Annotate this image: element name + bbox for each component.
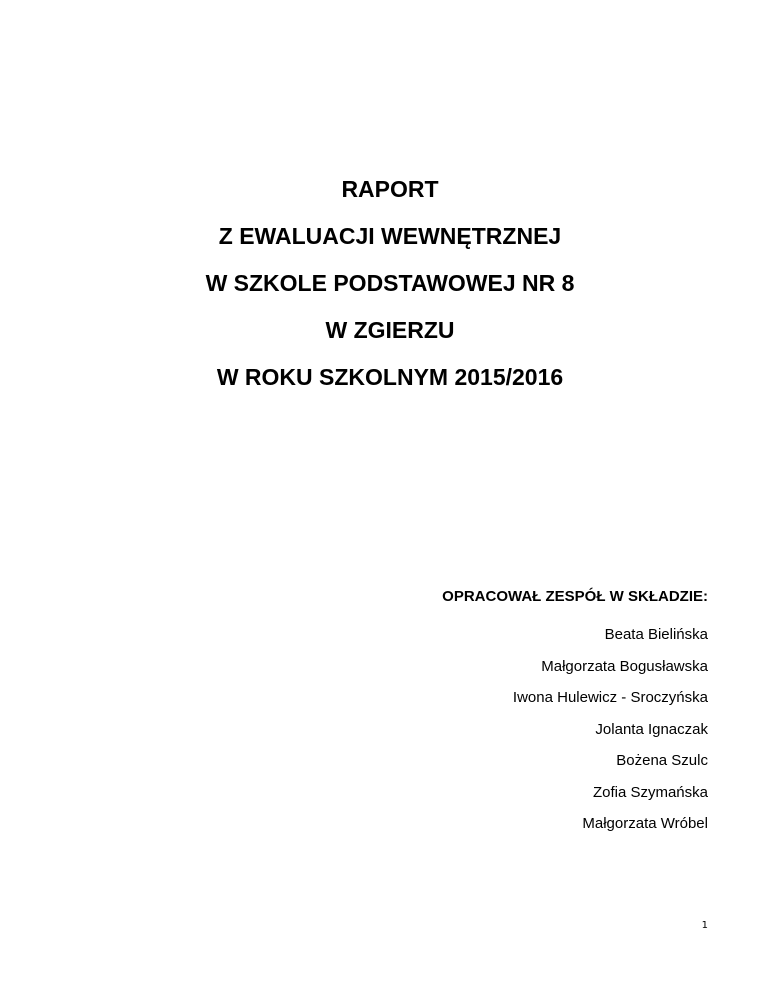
team-heading: OPRACOWAŁ ZESPÓŁ W SKŁADZIE: [442, 588, 708, 605]
team-member: Iwona Hulewicz - Sroczyńska [512, 689, 708, 706]
title-line: W ZGIERZU [325, 317, 455, 343]
title-line: W ROKU SZKOLNYM 2015/2016 [216, 364, 564, 390]
report-title [0, 166, 768, 401]
team-member: Jolanta Ignaczak [595, 720, 708, 738]
team-member: Bożena Szulc [616, 752, 708, 769]
title-line: Z EWALUACJI WEWNĘTRZNEJ [218, 223, 562, 249]
team-member: Małgorzata Bogusławska [541, 657, 708, 675]
team-section [442, 583, 708, 840]
team-member: Beata Bielińska [604, 626, 708, 643]
team-member: Małgorzata Wróbel [582, 815, 708, 832]
page-number: 1 [701, 920, 708, 931]
title-line: RAPORT [341, 176, 439, 202]
title-line: W SZKOLE PODSTAWOWEJ NR 8 [205, 270, 575, 296]
team-member: Zofia Szymańska [592, 783, 708, 801]
